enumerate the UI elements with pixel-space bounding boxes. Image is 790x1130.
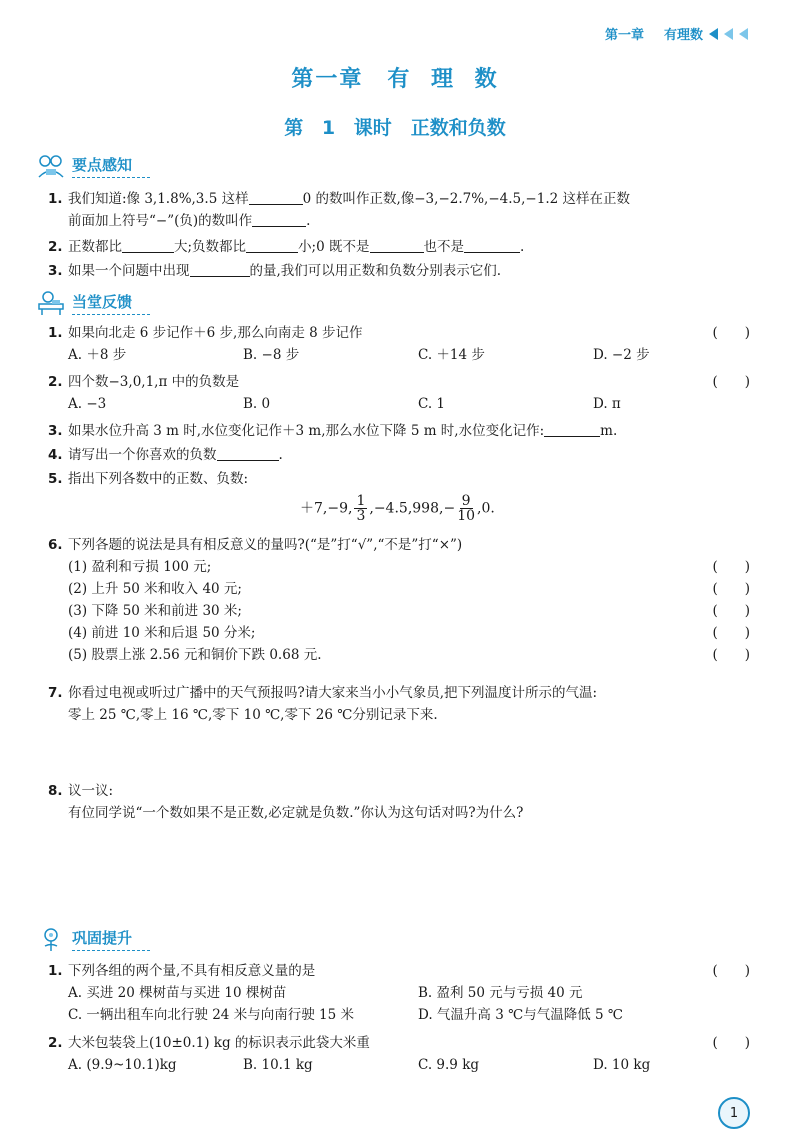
running-header: [605, 24, 748, 43]
question: 6. 下列各题的说法是具有相反意义的量吗?(“是”打“√”,“不是”打“×”) (1) 盈利和亏损 100 元; ( ) (2) 上升 50 米和收入 40 元; ( ) (3) 下降 50 米和前进 30 米; ( ) (4) 前进 10 米和后退 50 分米; ( ) (5) 股票上涨 2.56 元和铜价下跌 0.68 元. ( ): [48, 534, 750, 666]
question: 3. 如果一个问题中出现 的量,我们可以用正数和负数分别表示它们.: [48, 263, 502, 279]
triangle-left-icon: [709, 28, 718, 40]
section-title: 巩固提升: [72, 927, 150, 951]
question: 3. 如果水位升高 3 m 时,水位变化记作＋3 m,那么水位下降 5 m 时,水位变化记作: m.: [48, 423, 618, 439]
section-header-class-feedback: [36, 290, 150, 316]
flower-kid-icon: [36, 926, 66, 952]
answer-parentheses[interactable]: ( ): [712, 581, 750, 597]
option-b[interactable]: B. 10.1 kg: [243, 1057, 313, 1073]
option-b[interactable]: B. 0: [243, 396, 271, 412]
answer-blank[interactable]: [217, 446, 279, 461]
question: 1. 如果向北走 6 步记作＋6 步,那么向南走 8 步记作 ( ) A. ＋8 步 B. −8 步 C. ＋14 步 D. −2 步: [48, 322, 750, 366]
judge-item: (2) 上升 50 米和收入 40 元;: [68, 581, 242, 597]
judge-item: (5) 股票上涨 2.56 元和铜价下跌 0.68 元.: [68, 647, 322, 663]
answer-blank[interactable]: [464, 238, 520, 253]
section-header-consolidate: [36, 926, 150, 952]
answer-blank[interactable]: [190, 262, 250, 277]
option-d[interactable]: D. 气温升高 3 ℃与气温降低 5 ℃: [418, 1007, 623, 1023]
option-c[interactable]: C. 1: [418, 396, 446, 412]
judge-item: (3) 下降 50 米和前进 30 米;: [68, 603, 242, 619]
question: 5. 指出下列各数中的正数、负数:: [48, 471, 249, 487]
answer-blank[interactable]: [249, 190, 303, 205]
answer-parentheses[interactable]: ( ): [712, 374, 750, 390]
option-a[interactable]: A. (9.9~10.1)kg: [68, 1057, 177, 1073]
reading-kids-icon: [36, 153, 66, 179]
option-b[interactable]: B. 盈利 50 元与亏损 40 元: [418, 985, 583, 1001]
answer-parentheses[interactable]: ( ): [712, 559, 750, 575]
question: 4. 请写出一个你喜欢的负数 .: [48, 447, 283, 463]
answer-blank[interactable]: [544, 422, 600, 437]
triangle-left-icon: [724, 28, 733, 40]
option-a[interactable]: A. ＋8 步: [68, 347, 127, 363]
question: 2. 四个数−3,0,1,π 中的负数是 ( ) A. −3 B. 0 C. 1 D. π: [48, 371, 750, 415]
fraction: $\frac{1}{3}$: [356, 493, 366, 524]
answer-blank[interactable]: [370, 238, 424, 253]
page-number: 1: [718, 1097, 750, 1129]
header-topic: 有理数: [663, 28, 703, 43]
answer-parentheses[interactable]: ( ): [712, 625, 750, 641]
option-a[interactable]: A. 买进 20 棵树苗与买进 10 棵树苗: [68, 985, 287, 1001]
option-d[interactable]: D. 10 kg: [593, 1057, 651, 1073]
section-title: 当堂反馈: [72, 291, 150, 315]
option-b[interactable]: B. −8 步: [243, 347, 300, 363]
option-d[interactable]: D. −2 步: [593, 347, 650, 363]
section-title: 要点感知: [72, 154, 150, 178]
chapter-title: 第一章 有 理 数: [291, 67, 499, 92]
option-c[interactable]: C. 9.9 kg: [418, 1057, 480, 1073]
header-chapter: 第一章: [604, 28, 644, 43]
option-a[interactable]: A. −3: [68, 396, 107, 412]
question: 2. 大米包装袋上(10±0.1) kg 的标识表示此袋大米重 ( ) A. (9.9~10.1)kg B. 10.1 kg C. 9.9 kg D. 10 kg: [48, 1032, 750, 1076]
section-header-key-points: [36, 153, 150, 179]
answer-blank[interactable]: [246, 238, 298, 253]
answer-parentheses[interactable]: ( ): [712, 963, 750, 979]
question: 8. 议一议: 有位同学说“一个数如果不是正数,必定就是负数.”你认为这句话对吗?为什么?: [48, 783, 524, 821]
question: 7. 你看过电视或听过广播中的天气预报吗?请大家来当小小气象员,把下列温度计所示的气温: 零上 25 ℃,零上 16 ℃,零下 10 ℃,零下 26 ℃分别记录下来.: [48, 685, 598, 723]
answer-parentheses[interactable]: ( ): [712, 603, 750, 619]
option-c[interactable]: C. ＋14 步: [418, 347, 485, 363]
fraction: $\frac{9}{10}$: [457, 493, 476, 524]
lesson-title: 第 1 课时 正数和负数: [284, 117, 506, 139]
answer-parentheses[interactable]: ( ): [712, 647, 750, 663]
judge-item: (4) 前进 10 米和后退 50 分米;: [68, 625, 256, 641]
answer-parentheses[interactable]: ( ): [712, 325, 750, 341]
question: 1. 下列各组的两个量,不具有相反意义量的是 ( ) A. 买进 20 棵树苗与买进 10 棵树苗 B. 盈利 50 元与亏损 40 元 C. 一辆出租车向北行驶 24 米与向南行驶 15 米 D. 气温升高 3 ℃与气温降低 5 ℃: [48, 960, 750, 1026]
answer-blank[interactable]: [122, 238, 174, 253]
option-d[interactable]: D. π: [593, 396, 621, 412]
question: 2. 正数都比 大;负数都比 小;0 既不是 也不是 .: [48, 239, 525, 255]
answer-blank[interactable]: [252, 212, 306, 227]
desk-icon: [36, 290, 66, 316]
judge-item: (1) 盈利和亏损 100 元;: [68, 559, 212, 575]
answer-parentheses[interactable]: ( ): [712, 1035, 750, 1051]
number-list: ＋7,−9, $\frac{1}{3}$ ,−4.5,998,− $\frac{9}{10}$ ,0.: [300, 493, 495, 524]
question: 1. 我们知道:像 3,1.8%,3.5 这样 0 的数叫作正数,像−3,−2.7%,−4.5,−1.2 这样在正数 前面加上符号“−”(负)的数叫作 .: [48, 191, 630, 229]
triangle-left-icon: [739, 28, 748, 40]
option-c[interactable]: C. 一辆出租车向北行驶 24 米与向南行驶 15 米: [68, 1007, 354, 1023]
